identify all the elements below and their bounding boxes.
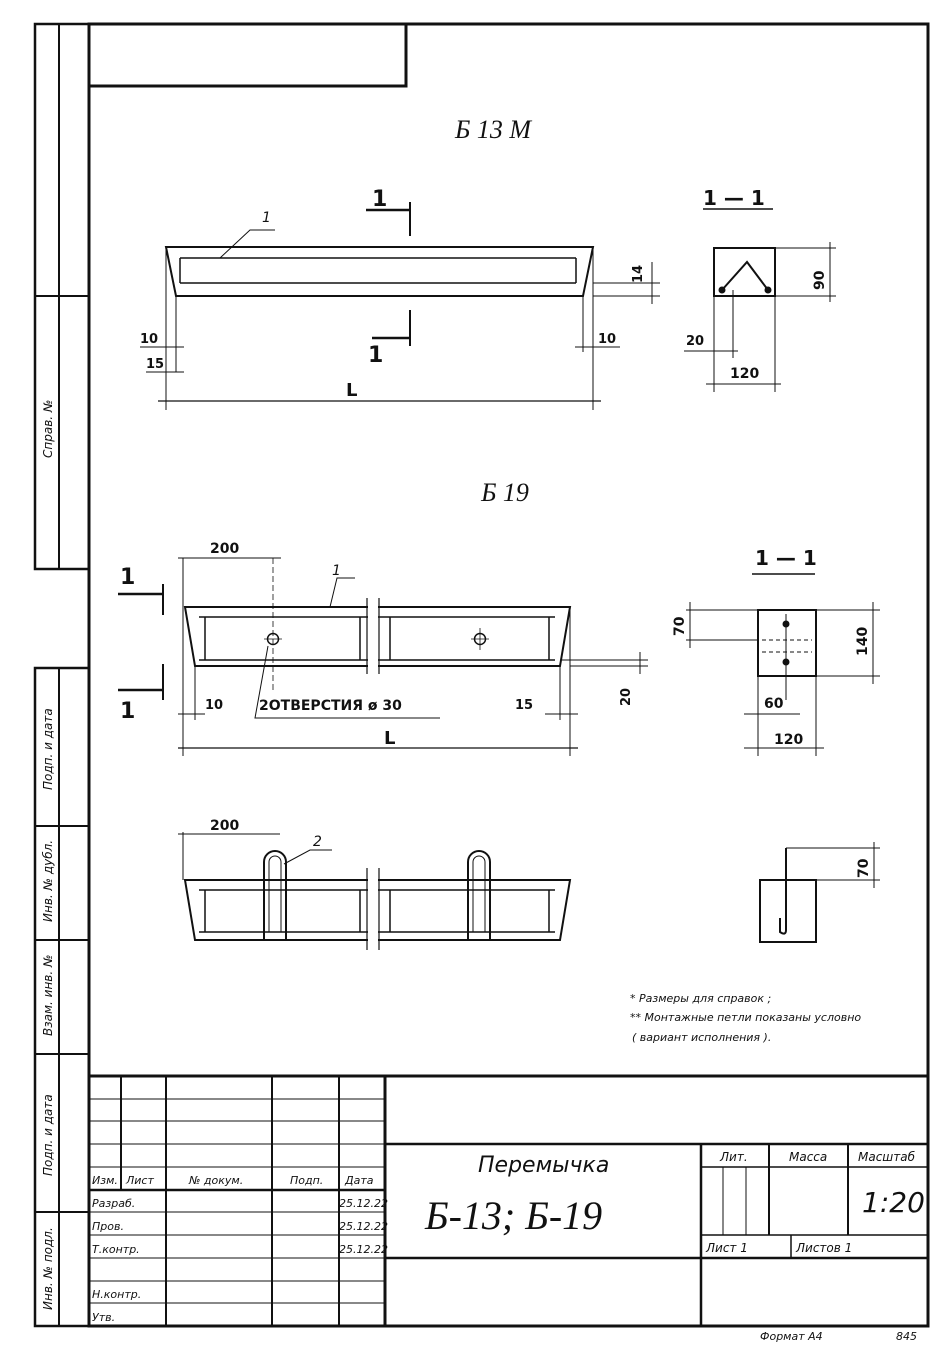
tb-row-date: 25.12.22 [339, 1220, 388, 1233]
dim-20-top: 20 [686, 334, 705, 349]
dim-10-left: 10 [140, 332, 159, 347]
tb-row-date: 25.12.22 [339, 1197, 388, 1210]
cut-mark-bottom: 1 [368, 343, 384, 368]
footer-format: Формат А4 [760, 1330, 823, 1343]
tb-row-role: Утв. [92, 1311, 116, 1324]
holes-label: 2ОТВЕРСТИЯ ø 30 [259, 698, 402, 714]
section-b19 [686, 574, 880, 756]
tb-row-role: Пров. [92, 1220, 124, 1233]
note-1: * Размеры для справок ; [630, 992, 772, 1005]
tb-header-sign: Подп. [290, 1174, 324, 1187]
dim-90: 90 [812, 270, 828, 290]
tb-header-izm: Изм. [92, 1174, 118, 1187]
tb-header-doc: № докум. [189, 1174, 244, 1187]
cut-mark-mid-top: 1 [120, 565, 136, 590]
tb-row-date: 25.12.22 [339, 1243, 388, 1256]
tb-name-small: Перемычка [478, 1153, 610, 1178]
dim-14: 14 [631, 264, 646, 283]
tb-sheets: Листов 1 [796, 1241, 853, 1255]
side-stamp-3: Взам. инв. № [41, 954, 55, 1036]
dim-10-mid: 10 [205, 698, 224, 713]
dim-70-mid: 70 [672, 616, 688, 636]
tb-row-role: Н.контр. [92, 1288, 142, 1301]
side-stamp-2: Инв. № дубл. [41, 839, 55, 922]
dim-140: 140 [855, 626, 871, 656]
tb-name-big: Б-13; Б-19 [425, 1193, 603, 1238]
tb-sheet: Лист 1 [706, 1241, 748, 1255]
side-stamp-4: Подп. и дата [41, 1094, 55, 1176]
note-2: ** Монтажные петли показаны условно [630, 1011, 862, 1024]
position-1b-label: 1 [332, 563, 341, 579]
dim-L-top: L [346, 380, 358, 401]
tb-mass: Масса [789, 1150, 828, 1164]
cut-mark-top: 1 [372, 187, 388, 212]
dim-15-mid: 15 [515, 698, 534, 713]
tb-row-role: Т.контр. [92, 1243, 140, 1256]
section-label-top: 1 — 1 [703, 186, 765, 210]
section-label-mid: 1 — 1 [755, 546, 817, 570]
dim-120-top: 120 [730, 366, 760, 382]
tb-lit: Лит. [720, 1150, 748, 1164]
section-b13 [684, 209, 836, 392]
dim-20-mid: 20 [619, 687, 634, 706]
position-1-label: 1 [262, 210, 271, 226]
view-b19-loops [178, 832, 880, 950]
tb-header-date: Дата [345, 1174, 374, 1187]
dim-10-right: 10 [598, 332, 617, 347]
position-2-label: 2 [313, 834, 322, 850]
tb-header-list: Лист [126, 1174, 154, 1187]
dim-L-mid: L [384, 728, 396, 749]
tb-row-role: Разраб. [92, 1197, 136, 1210]
note-3: ( вариант исполнения ). [632, 1031, 772, 1044]
dim-200-bottom: 200 [210, 818, 240, 834]
dim-60: 60 [764, 696, 784, 712]
dim-15-left: 15 [146, 357, 165, 372]
dim-120-mid: 120 [774, 732, 804, 748]
footer-code: 845 [896, 1330, 917, 1343]
side-stamp-0: Справ. № [41, 399, 55, 458]
tb-scale-label: Масштаб [858, 1150, 916, 1164]
side-stamp-1: Подп. и дата [41, 708, 55, 790]
view-b13-elevation [140, 202, 660, 410]
view-b19-elevation [118, 558, 648, 756]
tb-scale: 1:20 [862, 1186, 925, 1219]
dim-70-bottom: 70 [856, 858, 872, 878]
dim-200-mid: 200 [210, 541, 240, 557]
mid-title: Б 19 [481, 478, 529, 507]
cut-mark-mid-bottom: 1 [120, 699, 136, 724]
side-stamp-5: Инв. № подл. [41, 1227, 55, 1310]
top-title: Б 13 М [455, 115, 531, 144]
